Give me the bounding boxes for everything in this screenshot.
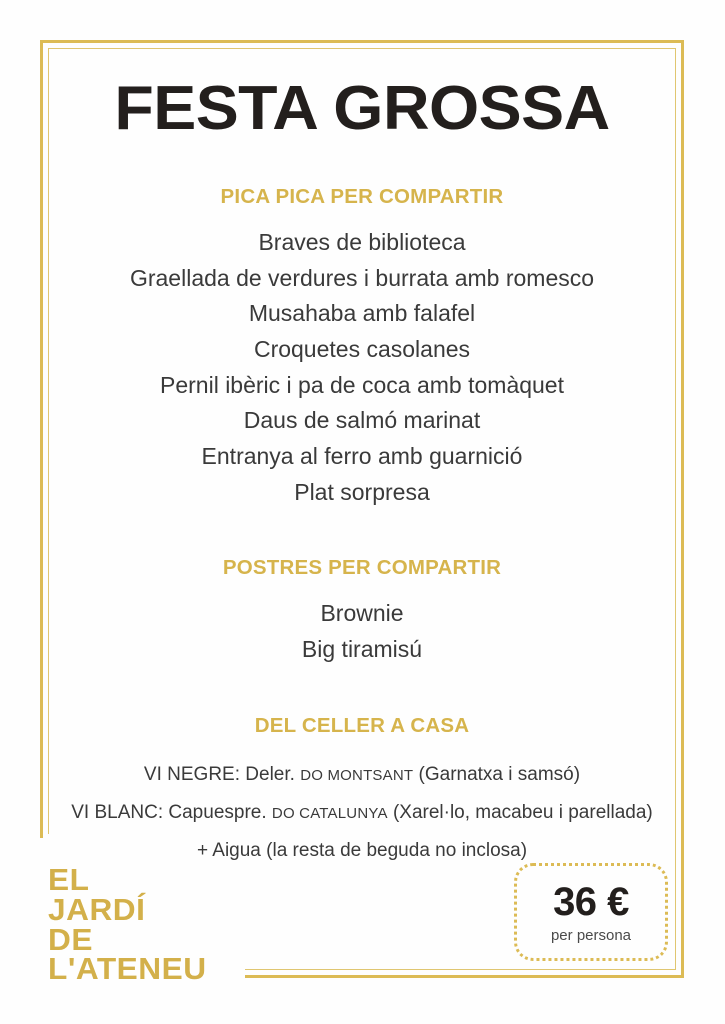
cellar-line xyxy=(48,794,676,832)
menu-item: Graellada de verdures i burrata amb romesco xyxy=(129,264,595,291)
cellar-line-trail: (Xarel·lo, macabeu i parellada) xyxy=(392,801,653,823)
price-badge xyxy=(514,863,668,961)
cellar-line-trail: (Garnatxa i samsó) xyxy=(418,763,581,785)
section-heading-postres: POSTRES PER COMPARTIR xyxy=(222,556,502,580)
poster-footer xyxy=(0,855,725,995)
cellar-do-tag: DO CATALUNYA xyxy=(271,804,388,822)
cellar-line xyxy=(48,756,676,794)
brand-logo-line-2: JARDÍ xyxy=(48,891,146,927)
brand-logo-line-1: EL xyxy=(48,862,90,897)
cellar-line-list xyxy=(48,756,676,870)
menu-item: Musahaba amb falafel xyxy=(248,300,476,327)
frame-left-outer-line xyxy=(40,40,43,838)
spacer xyxy=(48,209,676,225)
cellar-line-lead: + Aigua (la resta de beguda no inclosa) xyxy=(196,839,528,861)
cellar-line-lead: VI BLANC: Capuespre. xyxy=(71,801,267,823)
menu-item: Pernil ibèric i pa de coca amb tomàquet xyxy=(160,371,564,398)
menu-item: Plat sorpresa xyxy=(294,478,430,505)
price-note: per persona xyxy=(550,926,632,944)
brand-logo-line-4: L'ATENEU xyxy=(48,951,207,987)
spacer xyxy=(48,668,676,714)
price-amount: 36 € xyxy=(553,879,629,924)
spacer xyxy=(48,738,676,756)
brand-logo-line-3: DE xyxy=(48,921,93,957)
cellar-do-tag: DO MONTSANT xyxy=(300,766,414,784)
spacer xyxy=(48,580,676,596)
frame-right-outer-line xyxy=(681,40,684,978)
menu-item: Brownie xyxy=(320,600,404,627)
menu-item: Daus de salmó marinat xyxy=(243,407,481,434)
section-postres xyxy=(48,556,676,667)
menu-item: Entranya al ferro amb guarnició xyxy=(201,442,523,469)
menu-item: Braves de biblioteca xyxy=(258,229,466,256)
section-pica-pica xyxy=(48,185,676,510)
item-list-pica-pica xyxy=(48,225,676,510)
menu-title: FESTA GROSSA xyxy=(114,74,610,143)
cellar-line-lead: VI NEGRE: Deler. xyxy=(143,763,295,785)
section-heading-celler: DEL CELLER A CASA xyxy=(254,713,470,737)
frame-top-outer-line xyxy=(40,40,684,43)
spacer xyxy=(48,510,676,556)
spacer xyxy=(48,141,676,185)
brand-logo xyxy=(48,862,207,987)
menu-item: Big tiramisú xyxy=(301,635,423,662)
section-heading-pica-pica: PICA PICA PER COMPARTIR xyxy=(220,185,504,209)
section-celler xyxy=(48,714,676,870)
item-list-postres xyxy=(48,596,676,667)
menu-content xyxy=(48,48,676,870)
menu-item: Croquetes casolanes xyxy=(253,336,471,363)
